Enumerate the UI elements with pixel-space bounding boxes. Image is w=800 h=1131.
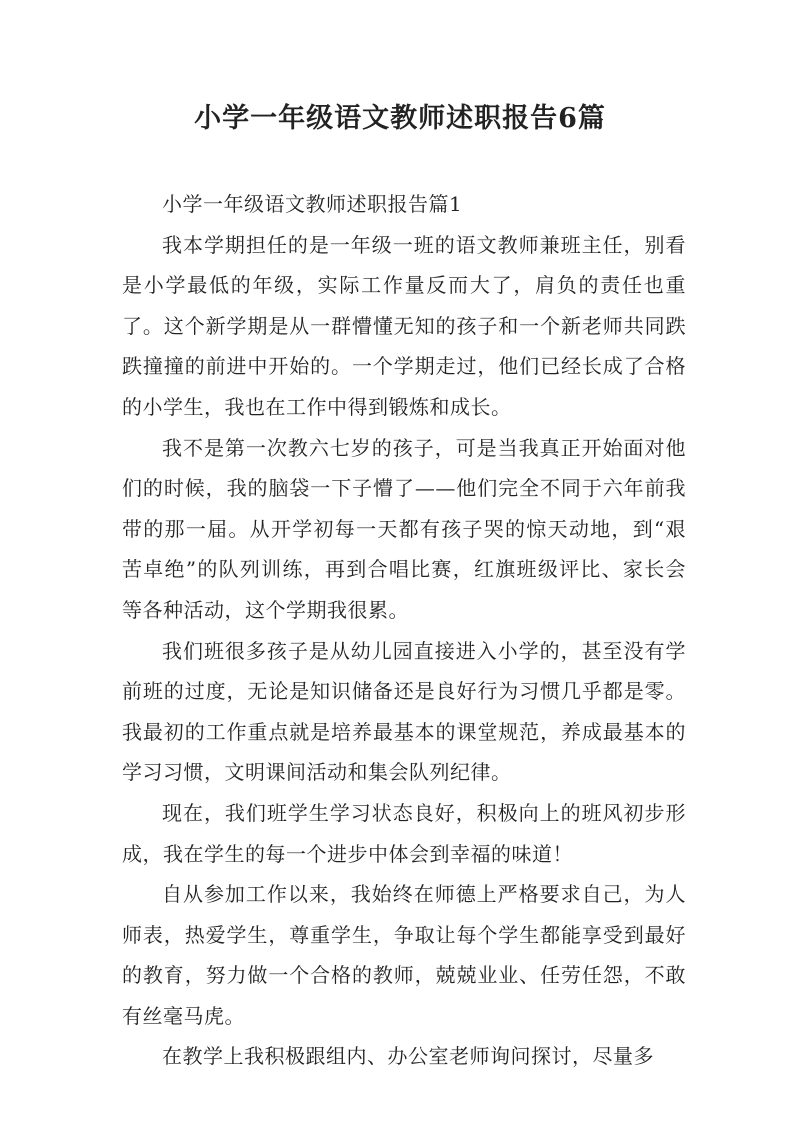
paragraph-6: 在教学上我积极跟组内、办公室老师询问探讨，尽量多 — [162, 1044, 654, 1069]
paragraph-2: 我不是第一次教六七岁的孩子，可是当我真正开始面对他们的时候，我的脑袋一下子懵了——他们完全不同于六年前我带的那一届。从开学初每一天都有孩子哭的惊天动地，到“艰苦卓绝”的队列训练，再到合唱比赛，红旗班级评比、家长会等各种活动，这个学期我很累。 — [122, 435, 686, 622]
section-heading: 小学一年级语文教师述职报告篇1 — [162, 192, 463, 216]
document-title: 小学一年级语文教师述职报告6篇 — [194, 103, 606, 134]
document-body — [122, 184, 686, 1077]
paragraph-1: 我本学期担任的是一年级一班的语文教师兼班主任，别看是小学最低的年级，实际工作量反而大了，肩负的责任也重了。这个新学期是从一群懵懂无知的孩子和一个新老师共同跌跌撞撞的前进中开始的。一个学期走过，他们已经长成了合格的小学生，我也在工作中得到锻炼和成长。 — [122, 232, 686, 419]
paragraph-3: 我们班很多孩子是从幼儿园直接进入小学的，甚至没有学前班的过度，无论是知识储备还是良好行为习惯几乎都是零。我最初的工作重点就是培养最基本的课堂规范，养成最基本的学习习惯，文明课间活动和集会队列纪律。 — [122, 638, 686, 785]
paragraph-5: 自从参加工作以来，我始终在师德上严格要求自己，为人师表，热爱学生，尊重学生，争取让每个学生都能享受到最好的教育，努力做一个合格的教师，兢兢业业、任劳任怨，不敢有丝毫马虎。 — [122, 882, 686, 1028]
paragraph-4: 现在，我们班学生学习状态良好，积极向上的班风初步形成，我在学生的每一个进步中体会到幸福的味道！ — [122, 800, 686, 866]
